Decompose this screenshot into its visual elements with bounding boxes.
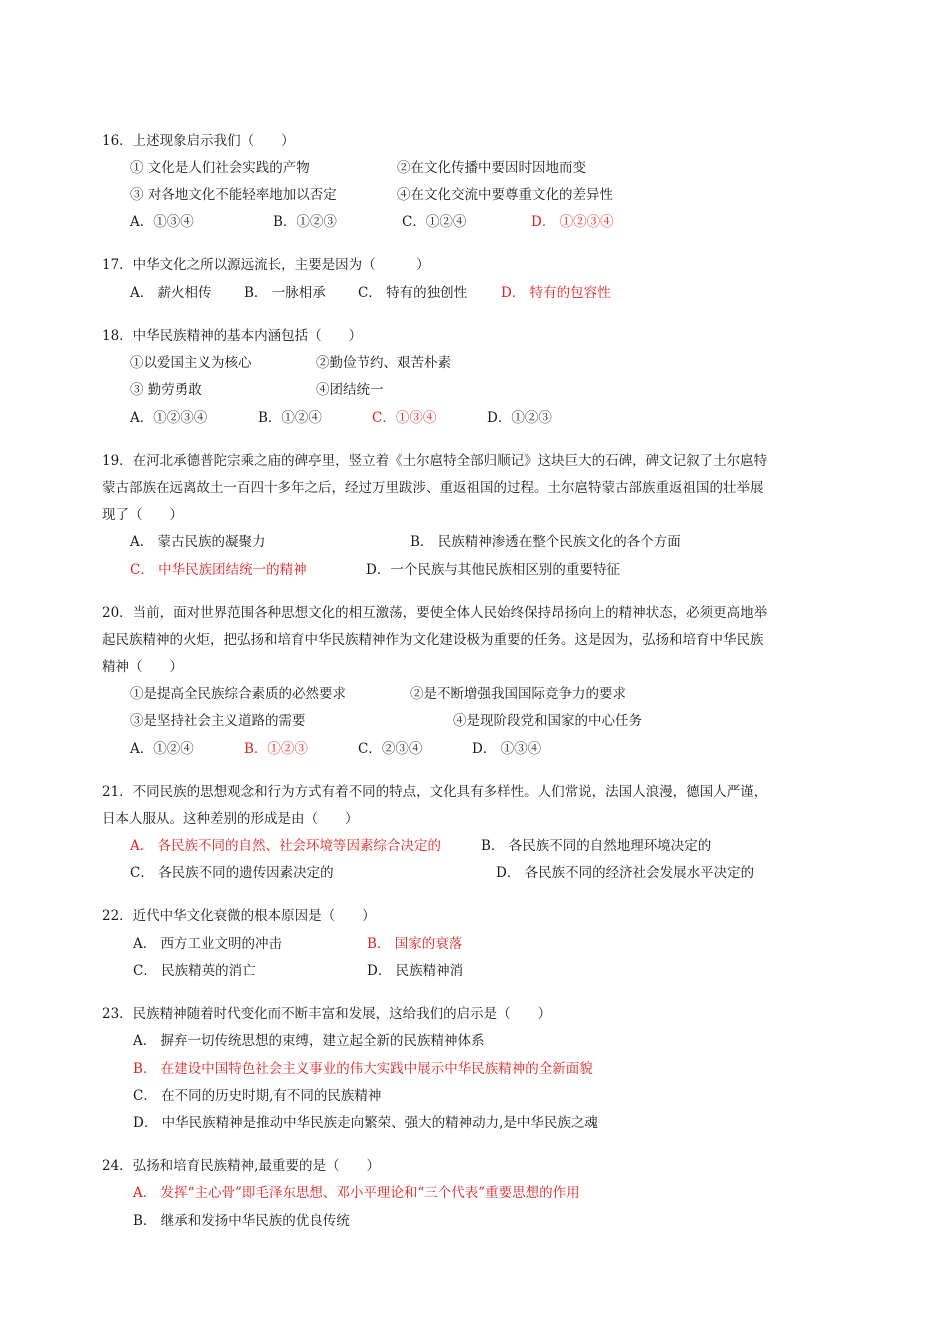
q20-statement-2: ②是不断增强我国国际竞争力的要求 — [410, 686, 626, 702]
q18-statement-1: ①以爱国主义为核心 — [130, 355, 252, 371]
q20-option-b-answer: B．①②③ — [244, 741, 308, 757]
q19-option-a: A． 蒙古民族的凝聚力 — [130, 534, 266, 550]
q24-option-a-answer: A． 发挥“主心骨”即毛泽东思想、邓小平理论和“三个代表”重要思想的作用 — [133, 1185, 580, 1201]
q18-option-d: D．①②③ — [487, 410, 552, 426]
q23-option-c: C． 在不同的历史时期,有不同的民族精神 — [133, 1088, 382, 1104]
q16-statement-4: ④在文化交流中要尊重文化的差异性 — [397, 187, 613, 203]
q17-stem: 17．中华文化之所以源远流长，主要是因为（ ） — [102, 257, 430, 273]
q22-option-d: D． 民族精神消 — [367, 963, 464, 979]
q23-option-d: D． 中华民族精神是推动中华民族走向繁荣、强大的精神动力,是中华民族之魂 — [133, 1115, 598, 1131]
q16-statement-2: ②在文化传播中要因时因地而变 — [397, 160, 586, 176]
q16-option-a: A．①③④ — [130, 214, 194, 230]
q16-option-c: C．①②④ — [402, 214, 467, 230]
q19-option-b: B． 民族精神渗透在整个民族文化的各个方面 — [410, 534, 681, 550]
q23-option-b-answer: B． 在建设中国特色社会主义事业的伟大实践中展示中华民族精神的全新面貌 — [133, 1061, 593, 1077]
q22-stem: 22．近代中华文化衰微的根本原因是（ ） — [102, 908, 376, 924]
q20-statement-4: ④是现阶段党和国家的中心任务 — [453, 713, 642, 729]
q16-statement-1: ① 文化是人们社会实践的产物 — [130, 160, 310, 176]
q21-option-b: B． 各民族不同的自然地理环境决定的 — [481, 838, 712, 854]
q23-option-a: A． 摒弃一切传统思想的束缚，建立起全新的民族精神体系 — [133, 1033, 485, 1049]
q20-stem-line-2: 起民族精神的火炬，把弘扬和培育中华民族精神作为文化建设极为重要的任务。这是因为，弘扬和培育中华民族 — [102, 632, 764, 648]
q21-stem-line-2: 日本人服从。这种差别的形成是由（ ） — [102, 811, 359, 827]
q20-stem-line-3: 精神（ ） — [102, 659, 183, 675]
q23-stem: 23．民族精神随着时代变化而不断丰富和发展，这给我们的启示是（ ） — [102, 1006, 552, 1022]
q18-statement-4: ④团结统一 — [316, 382, 384, 398]
q17-option-a: A． 薪火相传 — [130, 285, 212, 301]
q16-option-d-answer: D． ①②③④ — [531, 214, 614, 230]
q17-option-c: C． 特有的独创性 — [358, 285, 468, 301]
q18-option-c-answer: C．①③④ — [372, 410, 437, 426]
q22-option-b-answer: B． 国家的衰落 — [367, 936, 463, 952]
q16-stem: 16．上述现象启示我们（ ） — [102, 133, 295, 149]
q18-statement-3: ③ 勤劳勇敢 — [130, 382, 202, 398]
q21-option-d: D． 各民族不同的经济社会发展水平决定的 — [496, 865, 755, 881]
q18-option-b: B．①②④ — [258, 410, 322, 426]
q20-option-d: D． ①③④ — [472, 741, 542, 757]
q24-stem: 24．弘扬和培育民族精神,最重要的是（ ） — [102, 1158, 380, 1174]
q21-stem-line-1: 21．不同民族的思想观念和行为方式有着不同的特点，文化具有多样性。人们常说，法国人浪漫，德国人严谨， — [102, 784, 768, 800]
q16-statement-3: ③ 对各地文化不能轻率地加以否定 — [130, 187, 337, 203]
q17-option-b: B． 一脉相承 — [244, 285, 326, 301]
q19-stem-line-2: 蒙古部族在远离故土一百四十多年之后，经过万里跋涉、重返祖国的过程。土尔扈特蒙古部族重返祖国的壮举展 — [102, 480, 764, 496]
q18-stem: 18．中华民族精神的基本内涵包括（ ） — [102, 328, 363, 344]
q18-statement-2: ②勤俭节约、艰苦朴素 — [316, 355, 451, 371]
q19-option-c-answer: C． 中华民族团结统一的精神 — [130, 562, 307, 578]
q22-option-a: A． 西方工业文明的冲击 — [133, 936, 283, 952]
q20-statement-1: ①是提高全民族综合素质的必然要求 — [130, 686, 346, 702]
q20-option-c: C．②③④ — [358, 741, 423, 757]
q20-option-a: A．①②④ — [130, 741, 194, 757]
q22-option-c: C． 民族精英的消亡 — [133, 963, 256, 979]
q21-option-a-answer: A． 各民族不同的自然、社会环境等因素综合决定的 — [130, 838, 442, 854]
q24-option-b: B． 继承和发扬中华民族的优良传统 — [133, 1213, 350, 1229]
q17-option-d-answer: D． 特有的包容性 — [501, 285, 611, 301]
q16-option-b: B．①②③ — [273, 214, 337, 230]
q21-option-c: C． 各民族不同的遗传因素决定的 — [130, 865, 334, 881]
q19-option-d: D．一个民族与其他民族相区别的重要特征 — [366, 562, 620, 578]
q18-option-a: A．①②③④ — [130, 410, 208, 426]
q19-stem-line-1: 19．在河北承德普陀宗乘之庙的碑亭里，竖立着《土尔扈特全部归顺记》这块巨大的石碑，碑文记叙了土尔扈特 — [102, 453, 768, 469]
q20-statement-3: ③是坚持社会主义道路的需要 — [130, 713, 306, 729]
q20-stem-line-1: 20．当前，面对世界范围各种思想文化的相互激荡，要使全体人民始终保持昂扬向上的精神状态，必须更高地举 — [102, 605, 768, 621]
q19-stem-line-3: 现了（ ） — [102, 507, 183, 523]
